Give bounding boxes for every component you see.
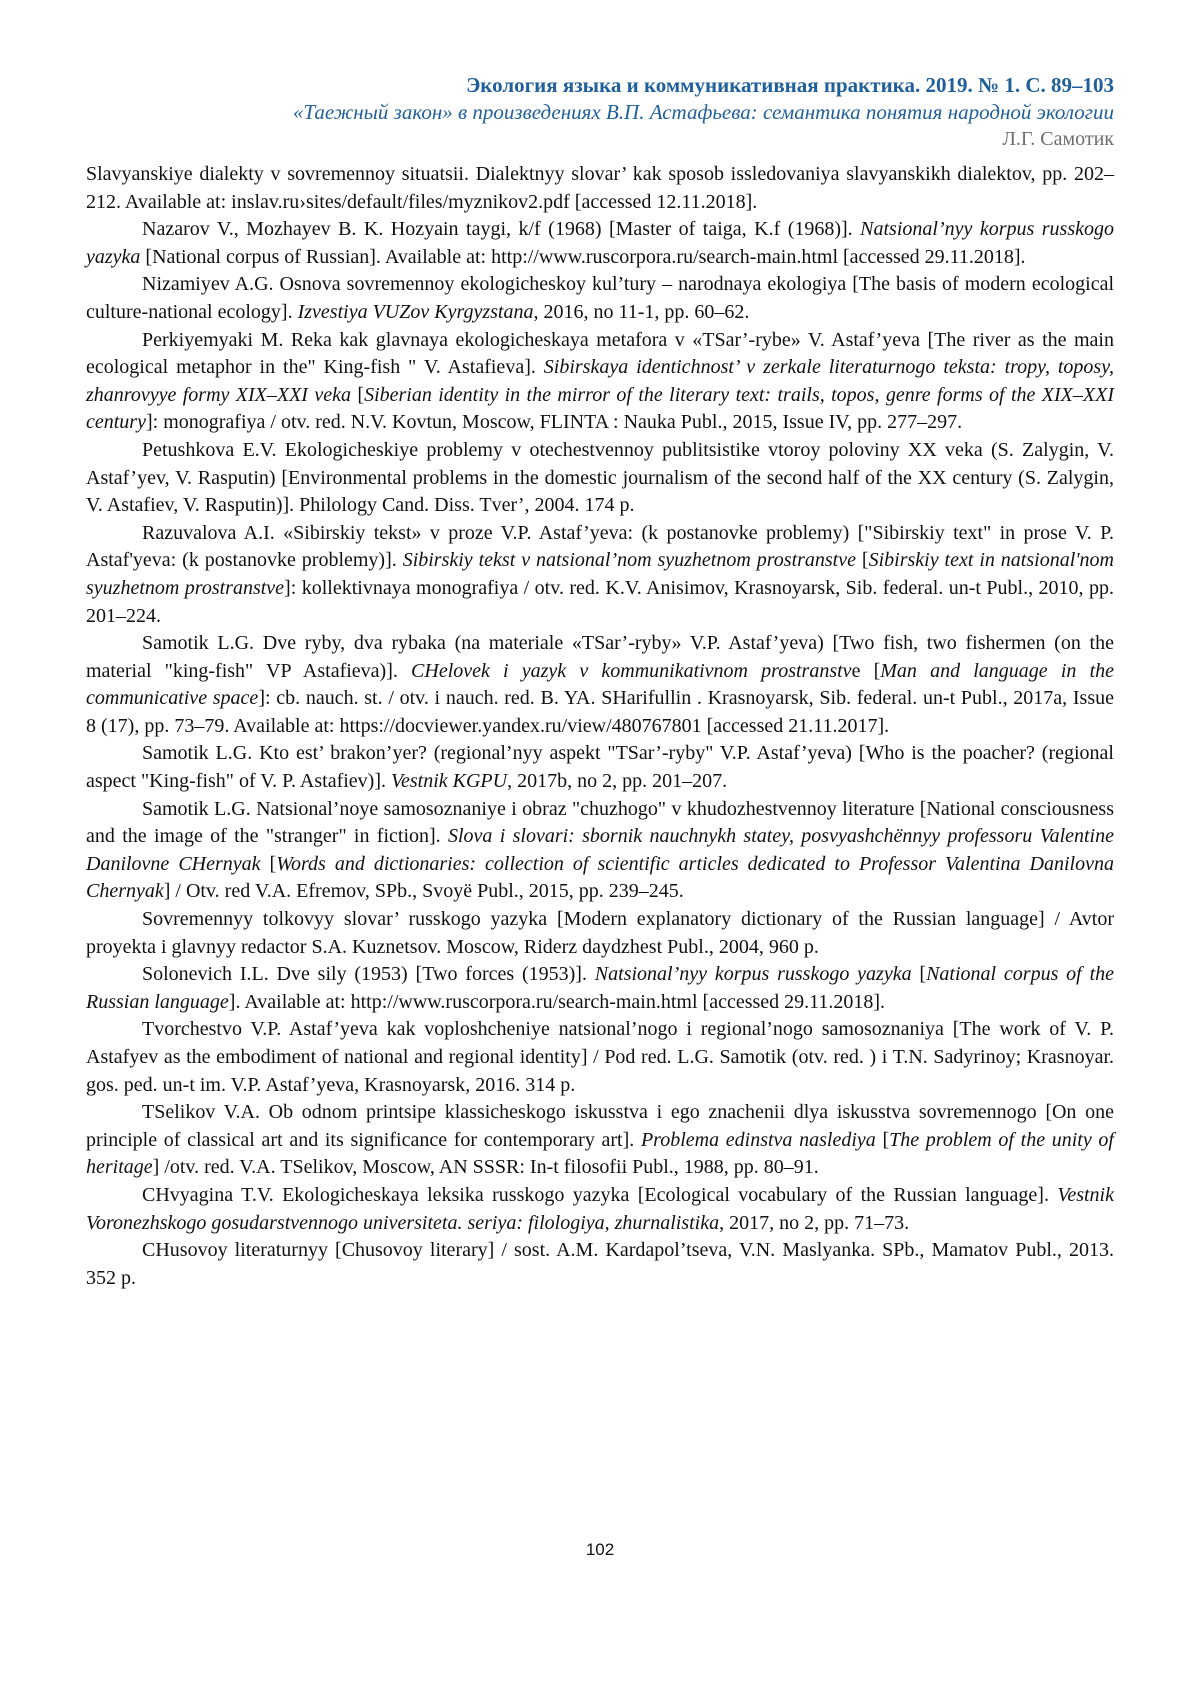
reference-text: , 2017b, no 2, pp. 201–207. <box>507 770 728 793</box>
reference-text: ] / Otv. red V.A. Efremov, SPb., Svoyë Publ., 2015, pp. 239–245. <box>163 880 684 903</box>
reference-italic-title: National corpus of the Russian language <box>86 963 1115 1013</box>
reference-text: Slavyanskiye dialekty v sovremennoy situatsii. Dialektnyy slovar’ kak sposob issledovaniya slavyanskikh dialektov, pp. 202–212. Available at: inslav.ru›sites/default/files/myznikov2.pdf [accessed 12.11.2018]. <box>86 163 1114 213</box>
reference-item <box>86 796 1114 906</box>
reference-text: Sovremennyy tolkovyy slovar’ russkogo yazyka [Modern explanatory dictionary of the Russian language] / Avtor proyekta i glavnyy redactor S.A. Kuznetsov. Moscow, Riderz daydzhest Publ., 2004, 960 p. <box>86 908 1114 958</box>
reference-item <box>86 271 1114 326</box>
reference-text: Perkiyemyaki M. Reka kak glavnaya ekologicheskaya metafora v «TSar’-rybe» V. Astaf’yeva [The river as the main ecological metaphor in the" King-fish " V. Astafieva]. <box>86 328 1114 379</box>
reference-text: e [ <box>851 659 881 682</box>
journal-title: Экология языка и коммуникативная практика. 2019. № 1. С. 89–103 <box>466 73 1114 97</box>
reference-text: Solonevich I.L. Dve sily (1953) [Two forces (1953)]. <box>142 963 595 986</box>
reference-text: Nazarov V., Mozhayev B. K. Hozyain taygi, k/f (1968) [Master of taiga, K.f (1968)]. <box>142 218 861 241</box>
reference-text: [ <box>911 963 927 986</box>
reference-item <box>86 1016 1114 1099</box>
reference-item <box>86 437 1114 520</box>
reference-text: Tvorchestvo V.P. Astaf’yeva kak voploshcheniye natsional’nogo i regional’nogo samosoznaniya [The work of V. P. Astafyev as the embodiment of national and regional identity] / Pod red. L.G. Samotik (otv. red. ) i T.N. Sadyrinoy; Krasnoyar. gos. ped. un-t im. V.P. Astaf’yeva, Krasnoyarsk, 2016. 314 p. <box>86 1018 1114 1096</box>
reference-text: , 2017, no 2, pp. 71–73. <box>719 1211 910 1234</box>
reference-text: Samotik L.G. Natsional’noye samosoznaniye i obraz "chuzhogo" v khudozhestvennoy literature [National consciousness and the image of the "stranger" in fiction]. <box>86 797 1114 848</box>
reference-text: Petushkova E.V. Ekologicheskiye problemy v otechestvennoy publitsistike vtoroy poloviny XX veka (S. Zalygin, V. Astaf’yev, V. Rasputin) [Environmental problems in the domestic journalism of the second half of the XX century (S. Zalygin, V. Astafiev, V. Rasputin)]. Philology Cand. Diss. Tver’, 2004. 174 p. <box>86 438 1114 517</box>
reference-italic-title: Natsional’nyy korpus russkogo yazyka <box>594 963 912 986</box>
reference-italic-title: Sibirskiy tekst v natsional’nom syuzhetnom prostranstve <box>402 549 856 572</box>
reference-italic-title: CHelovek i yazyk v kommunikativnom prostranstv <box>411 659 852 682</box>
reference-italic-title: Vestnik Voronezhskogo gosudarstvennogo universiteta. seriya: filologiya, zhurnalistika <box>86 1183 1114 1234</box>
reference-text: Samotik L.G. Kto est’ brakon’yer? (regional’nyy aspekt "TSar’-ryby" V.P. Astaf’yeva) [Who is the poacher? (regional aspect "King-fish" of V. P. Astafiev)]. <box>86 742 1114 793</box>
reference-italic-title: Slova i slovari: sbornik nauchnykh statey, posvyashchënnyy professoru Valentine Danilovne CHernyak <box>86 825 1114 875</box>
reference-text: ] /otv. red. V.A. TSelikov, Moscow, AN SSSR: In-t filosofii Publ., 1988, pp. 80–91. <box>152 1156 819 1179</box>
reference-item <box>86 520 1114 630</box>
reference-text: [ <box>351 383 365 406</box>
reference-text: ]: cb. nauch. st. / otv. i nauch. red. B. YA. SHarifullin . Krasnoyarsk, Sib. federal. un-t Publ., 2017a, Issue 8 (17), pp. 73–79. Available at: https://docviewer.yandex.ru/view/480767801 [accessed 21.11.2017]. <box>86 687 1114 737</box>
reference-text: Razuvalova A.I. «Sibirskiy tekst» v proze V.P. Astaf’yeva: (k postanovke problemy) ["Sibirskiy text" in prose V. P. Astaf'yeva: (k postanovke problemy)]. <box>86 521 1114 572</box>
reference-text: CHusovoy literaturnyy [Chusovoy literary] / sost. A.M. Kardapol’tseva, V.N. Maslyanka. SPb., Mamatov Publ., 2013. 352 p. <box>86 1239 1114 1289</box>
reference-text: ]: kollektivnaya monografiya / otv. red. K.V. Anisimov, Krasnoyarsk, Sib. federal. un-t Publ., 2010, pp. 201–224. <box>86 576 1115 627</box>
reference-item <box>86 906 1114 961</box>
reference-item <box>86 1237 1114 1292</box>
reference-text: TSelikov V.A. Ob odnom printsipe klassicheskogo iskusstva i ego znachenii dlya iskusstva sovremennogo [On one principle of classical art and its significance for contemporary art]. <box>86 1101 1114 1151</box>
page-number: 102 <box>585 1540 615 1559</box>
reference-text: [National corpus of Russian]. Available at: http://www.ruscorpora.ru/search-main.html [accessed 29.11.2018]. <box>140 245 1026 268</box>
reference-item <box>86 161 1114 216</box>
reference-item <box>86 327 1114 437</box>
article-author: Л.Г. Самотик <box>1002 128 1114 150</box>
reference-text: ]: monografiya / otv. red. N.V. Kovtun, Moscow, FLINTA : Nauka Publ., 2015, Issue IV, pp. 277–297. <box>145 411 963 434</box>
running-header <box>86 72 1114 153</box>
reference-text: ]. Available at: http://www.ruscorpora.ru/search-main.html [accessed 29.11.2018]. <box>228 990 886 1013</box>
reference-italic-title: Words and dictionaries: collection of scientific articles dedicated to Professor Valentina Danilovna Chernyak <box>86 852 1114 903</box>
reference-list <box>86 161 1114 1292</box>
reference-item <box>86 630 1114 740</box>
article-title: «Таежный закон» в произведениях В.П. Астафьева: семантика понятия народной экологии <box>293 100 1114 124</box>
reference-item <box>86 216 1114 271</box>
reference-italic-title: The problem of the unity of heritage <box>86 1128 1114 1179</box>
reference-text: Samotik L.G. Dve ryby, dva rybaka (na materiale «TSar’-ryby» V.P. Astaf’yeva) [Two fish, two fishermen (on the material "king-fish" VP Astafieva)]. <box>86 632 1114 682</box>
reference-item <box>86 1099 1114 1182</box>
reference-italic-title: Sibirskiy text in natsional'nom syuzhetnom prostranstve <box>86 549 1114 599</box>
reference-text: [ <box>875 1128 890 1151</box>
reference-item <box>86 961 1114 1016</box>
reference-italic-title: Natsional’nyy korpus russkogo yazyka <box>86 218 1114 268</box>
reference-italic-title: Man and language in the communicative space <box>86 659 1114 710</box>
reference-text: [ <box>260 852 277 875</box>
reference-item <box>86 740 1114 795</box>
reference-italic-title: Vestnik KGPU <box>391 770 508 793</box>
reference-italic-title: Izvestiya VUZov Kyrgyzstana <box>297 300 534 323</box>
reference-text: Nizamiyev A.G. Osnova sovremennoy ekologicheskoy kul’tury – narodnaya ekologiya [The basis of modern ecological culture-national ecology]. <box>86 273 1114 323</box>
reference-italic-title: Sibirskaya identichnost’ v zerkale literaturnogo teksta: tropy, toposy, zhanrovyye formy XIX–XXI veka <box>86 356 1114 406</box>
reference-text: , 2016, no 11-1, pp. 60–62. <box>533 300 750 323</box>
reference-italic-title: Siberian identity in the mirror of the literary text: trails, topos, genre forms of the XIX–XXI century <box>86 383 1114 434</box>
reference-italic-title: Problema edinstva naslediya <box>640 1128 876 1151</box>
reference-text: CHvyagina T.V. Ekologicheskaya leksika russkogo yazyka [Ecological vocabulary of the Russian language]. <box>142 1183 1058 1206</box>
reference-text: [ <box>856 549 869 572</box>
reference-item <box>86 1182 1114 1237</box>
